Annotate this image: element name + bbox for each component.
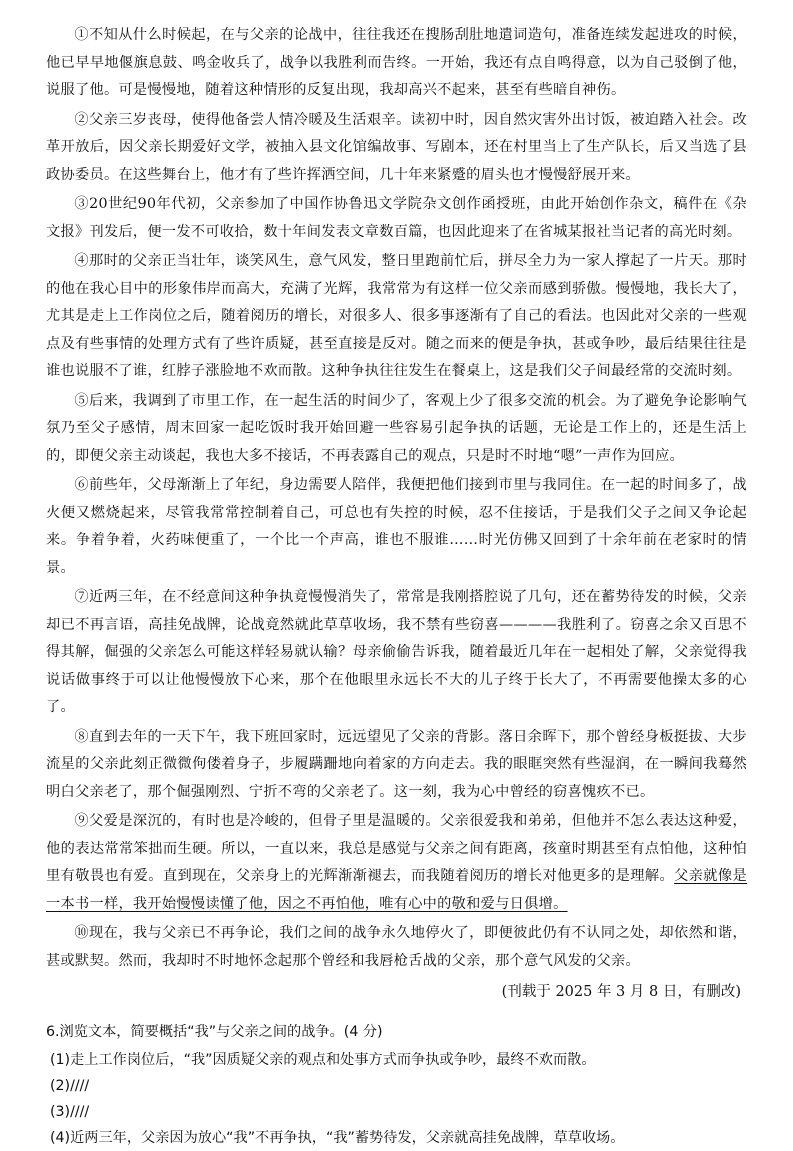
paragraph-9 — [46, 808, 747, 918]
paragraph-10: ⑩现在，我与父亲已不再争论，我们之间的战争永久地停火了，即便彼此仍有不认同之处，却依然和谐，甚或默契。然而，我却时不时地怀念起那个曾经和我唇枪舌战的父亲，那个意气风发的父亲。 — [46, 925, 747, 969]
paragraph-9-text: ⑨父爱是深沉的，有时也是冷峻的，但骨子里是温暖的。父亲很爱我和弟弟，但他并不怎么表达这种爱，他的表达常常笨拙而生硬。所以，一直以来，我总是感觉与父亲之间有距离，孩童时期甚至有点怕他，这种怕里有敬畏也有爱。直到现在，父亲身上的光辉渐渐褪去，而我随着阅历的增长对他更多的是理解。 — [46, 813, 747, 884]
source-note: (刊载于 2025 年 3 月 8 日，有删改) — [501, 984, 741, 1000]
question-6 — [46, 1019, 747, 1151]
paragraph-2: ②父亲三岁丧母，使得他备尝人情冷暖及生活艰辛。读初中时，因自然灾害外出讨饭，被迫踏入社会。改革开放后，因父亲长期爱好文学，被抽入县文化馆编故事、写剧本，还在村里当上了生产队长，后又当选了县政协委员。在这些舞台上，他才有了些许挥洒空间，几十年来紧蹙的眉头也才慢慢舒展开来。 — [46, 111, 747, 183]
answer-line-3: (3)//// — [50, 1104, 90, 1120]
answer-line-1: (1)走上工作岗位后，“我”因质疑父亲的观点和处事方式而争执或争吵，最终不欢而散。 — [50, 1052, 596, 1068]
question-title: 6.浏览文本，简要概括“我”与父亲之间的战争。(4 分) — [46, 1024, 383, 1040]
reading-passage — [46, 22, 747, 975]
paragraph-4: ④那时的父亲正当壮年，谈笑风生，意气风发，整日里跑前忙后，拼尽全力为一家人撑起了一片天。那时的他在我心目中的形象伟岸而高大，充满了光辉，我常常为有这样一位父亲而感到骄傲。慢慢地，我长大了，尤其是走上工作岗位之后，随着阅历的增长，对很多人、很多事逐渐有了自己的看法。也因此对父亲的一些观点及有些事情的处理方式有了些许质疑，甚至直接是反对。随之而来的便是争执，甚或争吵，最后结果往往是谁也说服不了谁，红脖子涨脸地不欢而散。这种争执往往发生在餐桌上，这是我们父子间最经常的交流时刻。 — [46, 253, 747, 379]
paragraph-1: ①不知从什么时候起，在与父亲的论战中，往往我还在搜肠刮肚地遣词造句，准备连续发起进攻的时候，他已早早地偃旗息鼓、鸣金收兵了，战争以我胜利而告终。一开始，我还有点自鸣得意，以为自己驳倒了他，说服了他。可是慢慢地，随着这种情形的反复出现，我却高兴不起来，甚至有些暗自神伤。 — [46, 27, 747, 98]
paragraph-3: ③20世纪90年代初，父亲参加了中国作协鲁迅文学院杂文创作函授班，由此开始创作杂文，稿件在《杂文报》刊发后，便一发不可收拾，数十年间发表文章数百篇，也因此迎来了在省城某报社当记者的高光时刻。 — [46, 196, 747, 240]
paragraph-6: ⑥前些年，父母渐渐上了年纪，身边需要人陪伴，我便把他们接到市里与我同住。在一起的时间多了，战火便又燃烧起来，尽管我常常控制着自己，可总也有失控的时候，忍不住接话，于是我们父子之间又争论起来。争着争着，火药味便重了，一个比一个声高，谁也不服谁……时光仿佛又回到了十余年前在老家时的情景。 — [46, 477, 747, 576]
paragraph-5: ⑤后来，我调到了市里工作，在一起生活的时间少了，客观上少了很多交流的机会。为了避免争论影响气氛乃至父子感情，周末回家一起吃饭时我开始回避一些容易引起争执的话题，无论是工作上的，还是生活上的，即便父亲主动谈起，我也大多不接话，不再表露自己的观点，只是时不时地“嗯”一声作为回应。 — [46, 392, 747, 464]
paragraph-8: ⑧直到去年的一天下午，我下班回家时，远远望见了父亲的背影。落日余晖下，那个曾经身板挺拔、大步流星的父亲此刻正微微佝偻着身子，步履蹒跚地向着家的方向走去。我的眼眶突然有些湿润，在一瞬间我蓦然明白父亲老了，那个倔强刚烈、宁折不弯的父亲老了。这一刻，我为心中曾经的窃喜愧疚不已。 — [46, 728, 747, 800]
answer-line-2: (2)//// — [50, 1078, 90, 1094]
paragraph-7: ⑦近两三年，在不经意间这种争执竟慢慢消失了，常常是我刚搭腔说了几句，还在蓄势待发的时候，父亲却已不再言语，高挂免战牌，论战竟然就此草草收场，我不禁有些窃喜————我胜利了。窃喜之余又百思不得其解，倔强的父亲怎么可能这样轻易就认输？母亲偷偷告诉我，随着最近几年在一起相处了解，父亲觉得我说话做事终于可以让他慢慢放下心来，那个在他眼里永远长不大的儿子终于长大了，不再需要他操太多的心了。 — [46, 589, 747, 715]
answer-line-4: (4)近两三年，父亲因为放心“我”不再争执，“我”蓄势待发，父亲就高挂免战牌，草草收场。 — [50, 1130, 625, 1146]
paragraph-9-underlined-sentence: 父亲就像是一本书一样，我开始慢慢读懂了他，因之不再怕他，唯有心中的敬和爱与日俱增。 — [46, 868, 747, 912]
